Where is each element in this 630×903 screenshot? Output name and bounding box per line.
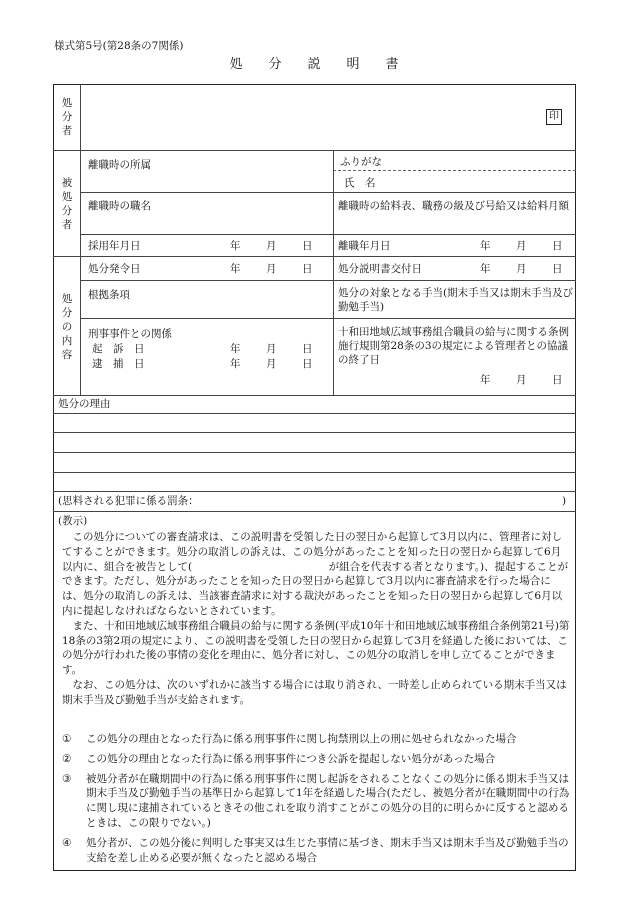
item-text: この処分の理由となった行為に係る刑事事件につき公訴を提起しない処分があった場合	[86, 752, 496, 765]
target-allowance-label: 処分の対象となる手当(期末手当又は期末手当及び勤勉手当)	[338, 287, 574, 313]
form-number: 様式第5号(第28条の7関係)	[54, 40, 184, 52]
year-unit: 年	[230, 263, 241, 275]
notice-label: (教示)	[58, 515, 88, 527]
issue-date-label: 処分発令日	[88, 263, 141, 275]
arrest-date-label: 逮 捕 日	[92, 358, 145, 370]
basis-label: 根拠条項	[88, 289, 130, 301]
item-number: ④	[62, 836, 72, 849]
content-label: 処分の内容	[61, 293, 73, 361]
crime-clause-close: )	[562, 495, 567, 507]
day-unit: 日	[552, 263, 563, 275]
title-char: 明	[346, 57, 362, 72]
dept-label: 離職時の所属	[88, 159, 151, 171]
year-unit: 年	[230, 358, 241, 370]
title-char: 書	[385, 57, 401, 72]
item-text: この処分の理由となった行為に係る刑事事件に関し拘禁刑以上の刑に処せられなかった場合	[86, 733, 517, 745]
month-unit: 月	[516, 240, 527, 252]
month-unit: 月	[266, 358, 277, 370]
hire-date-label: 採用年月日	[88, 240, 141, 252]
notice-paragraph: この処分についての審査請求は、この説明書を受領した日の翌日から起算して3月以内に、管理者に対してすることができます。処分の取消しの訴えは、この処分があったことを知った日の翌日から起算して6月以内に、組合を被告として( が組合を代表する者となります。)、提起することができます。ただし、処分があったことを知った日の翌日から起算して3月以内に審査請求を行った場合には、処分の取消しの訴えは、当該審査請求に対する裁決があったことを知った日の翌日から起算して6月以内に提起しなければならないとされています。	[62, 531, 569, 617]
list-item	[62, 836, 572, 866]
month-unit: 月	[266, 263, 277, 275]
notice-paragraph: なお、この処分は、次のいずれかに該当する場合には取り消され、一時差し止められている期末手当又は期末手当及び勤勉手当が支給されます。	[62, 678, 567, 706]
title-char: 分	[268, 57, 284, 72]
name-label: 氏 名	[344, 177, 376, 189]
day-unit: 日	[302, 240, 313, 252]
crime-clause-label: (思料される犯罪に係る罰条：	[58, 495, 199, 507]
item-number: ①	[62, 733, 72, 745]
day-unit: 日	[552, 374, 563, 386]
year-unit: 年	[480, 374, 491, 386]
prosecution-date-label: 起 訴 日	[92, 343, 145, 355]
reason-label: 処分の理由	[58, 398, 111, 410]
year-unit: 年	[230, 240, 241, 252]
item-text: 処分者が、この処分後に判明した事実又は生じた事情に基づき、期末手当又は期末手当及び勤勉手当の支給を差し止める必要が無くなったと認める場合	[86, 836, 569, 864]
list-item	[62, 752, 572, 767]
list-item	[62, 772, 572, 831]
delivery-date-label: 処分説明書交付日	[338, 263, 422, 275]
day-unit: 日	[302, 263, 313, 275]
year-unit: 年	[480, 263, 491, 275]
document-title	[0, 53, 630, 72]
day-unit: 日	[552, 240, 563, 252]
day-unit: 日	[302, 358, 313, 370]
day-unit: 日	[302, 343, 313, 355]
year-unit: 年	[230, 343, 241, 355]
item-number: ③	[62, 772, 72, 785]
criminal-relation-label: 刑事事件との関係	[88, 328, 172, 340]
item-text: 被処分者が在職期間中の行為に係る刑事事件に関し起訴をされることなくこの処分に係る期末手当又は期末手当及び勤勉手当の基準日から起算して1年を経過した場合(ただし、被処分者が在職期間中の行為に関し現に逮捕されているときその他これを取り消すことがこの処分の目的に明らかに反すると認めるときは、この限りでない。)	[86, 772, 570, 829]
month-unit: 月	[516, 263, 527, 275]
title-char: 説	[307, 57, 323, 72]
salary-label: 離職時の給料表、職務の級及び号給又は給料月額	[338, 200, 569, 212]
disposer-label: 処分者	[61, 97, 73, 137]
title-char: 処	[229, 57, 245, 72]
item-number: ②	[62, 752, 72, 765]
conditions-list	[62, 732, 572, 870]
notice-body	[62, 530, 570, 708]
consultation-end-label: 十和田地域広域事務組合職員の給与に関する条例施行規則第28条の3の規定による管理者との協議の終了日	[338, 326, 569, 366]
month-unit: 月	[266, 240, 277, 252]
month-unit: 月	[266, 343, 277, 355]
month-unit: 月	[516, 374, 527, 386]
furigana-label: ふりがな	[340, 156, 382, 168]
seal-mark: 印	[546, 109, 562, 125]
leave-date-label: 離職年月日	[338, 240, 391, 252]
year-unit: 年	[480, 240, 491, 252]
list-item	[62, 732, 572, 747]
notice-paragraph: また、十和田地域広域事務組合職員の給与に関する条例(平成10年十和田地域広域事務組合条例第21号)第18条の3第2項の規定により、この説明書を受領した日の翌日から起算して3月を経過した後においては、この処分が行われた後の事情の変化を理由に、処分者に対し、この処分の取消しを申し立てることができます。	[62, 619, 570, 677]
position-label: 離職時の職名	[88, 200, 151, 212]
subject-label: 被処分者	[61, 177, 73, 231]
